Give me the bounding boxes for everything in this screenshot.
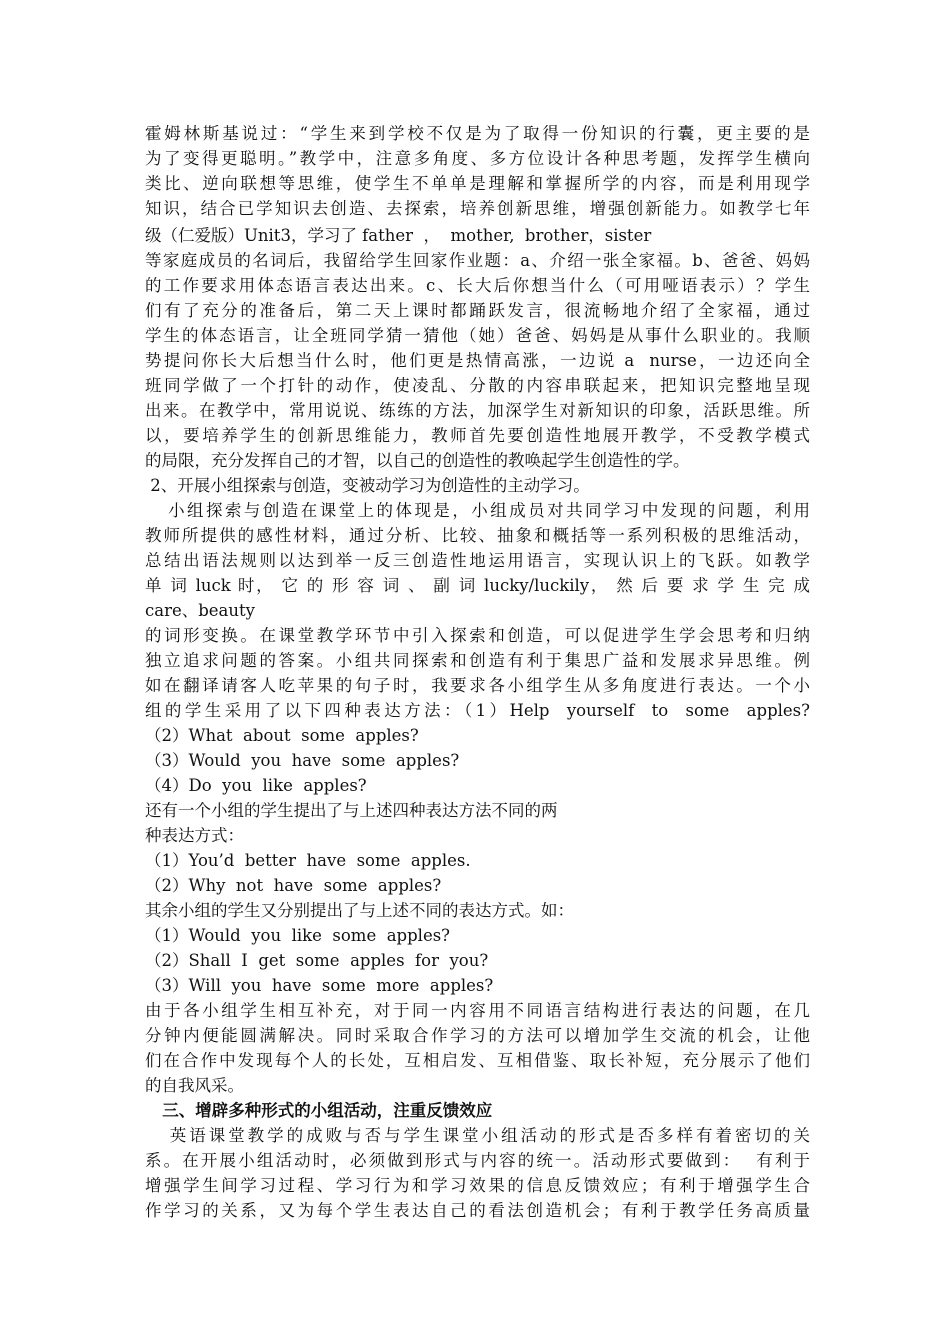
text-line: 还有一个小组的学生提出了与上述四种表达方法不同的两 [145,801,558,820]
text-line: care、beauty [145,601,255,620]
text-line: 教师所提供的感性材料，通过分析、比较、抽象和概括等一系列积极的思维活动， [145,526,810,545]
section-heading-3: 三、增辟多种形式的小组活动，注重反馈效应 [145,1101,493,1120]
text-line: 由于各小组学生相互补充，对于同一内容用不同语言结构进行表达的问题，在几 [145,1001,810,1020]
text-line: （2）Shall I get some apples for you? [145,951,489,970]
text-line: 以，要培养学生的创新思维能力，教师首先要创造性地展开教学，不受教学模式 [145,426,810,445]
text-line: 的词形变换。在课堂教学环节中引入探索和创造，可以促进学生学会思考和归纳 [145,626,810,645]
text-line: 独立追求问题的答案。小组共同探索和创造有利于集思广益和发展求异思维。例 [145,651,810,670]
text-line: 英语课堂教学的成败与否与学生课堂小组活动的形式是否多样有着密切的关 [145,1126,810,1145]
text-line: 的自我风采。 [145,1076,244,1095]
text-line: 如在翻译请客人吃苹果的句子时，我要求各小组学生从多角度进行表达。一个小 [145,676,810,695]
text-line: （2）What about some apples? [145,726,419,745]
text-line: （1）You’d better have some apples. [145,851,471,870]
text-line: 们在合作中发现每个人的长处，互相启发、互相借鉴、取长补短，充分展示了他们 [145,1051,810,1070]
text-line: 为了变得更聪明。”教学中，注意多角度、多方位设计各种思考题，发挥学生横向 [145,149,810,168]
text-line: 霍姆林斯基说过：“学生来到学校不仅是为了取得一份知识的行囊，更主要的是 [145,124,810,143]
text-line: 系。在开展小组活动时，必须做到形式与内容的统一。活动形式要做到： 有利于 [145,1151,810,1170]
text-line: 总结出语法规则以达到举一反三创造性地运用语言，实现认识上的飞跃。如教学 [145,551,810,570]
text-line: 组的学生采用了以下四种表达方法：（1）Help yourself to some apples? [145,701,810,720]
text-line: 增强学生间学习过程、学习行为和学习效果的信息反馈效应；有利于增强学生合 [145,1176,810,1195]
text-line: 班同学做了一个打针的动作，使凌乱、分散的内容串联起来，把知识完整地呈现 [145,376,810,395]
text-line: 级（仁爱版）Unit3，学习了 father ， mother, brother，sister [145,226,652,245]
text-line: 知识，结合已学知识去创造、去探索，培养创新思维，增强创新能力。如教学七年 [145,199,810,218]
text-line: （3）Would you have some apples? [145,751,460,770]
text-line: 分钟内便能圆满解决。同时采取合作学习的方法可以增加学生交流的机会，让他 [145,1026,810,1045]
text-line: 的局限，充分发挥自己的才智，以自己的创造性的教唤起学生创造性的学。 [145,451,690,470]
text-line: 学生的体态语言，让全班同学猜一猜他（她）爸爸、妈妈是从事什么职业的。我顺 [145,326,810,345]
text-line: 其余小组的学生又分别提出了与上述不同的表达方式。如： [145,901,574,920]
text-line: （1）Would you like some apples? [145,926,451,945]
section-heading-2: 2、开展小组探索与创造，变被动学习为创造性的主动学习。 [145,476,590,495]
text-line: 小组探索与创造在课堂上的体现是，小组成员对共同学习中发现的问题，利用 [145,501,810,520]
text-line: （4）Do you like apples? [145,776,367,795]
text-line: 出来。在教学中，常用说说、练练的方法，加深学生对新知识的印象，活跃思维。所 [145,401,810,420]
text-line: 种表达方式： [145,826,244,845]
text-line: 的工作要求用体态语言表达出来。c、长大后你想当什么（可用哑语表示）？学生 [145,276,810,295]
text-line: 类比、逆向联想等思维，使学生不单单是理解和掌握所学的内容，而是利用现学 [145,174,810,193]
text-line: （2）Why not have some apples? [145,876,442,895]
text-line: 等家庭成员的名词后，我留给学生回家作业题：a、介绍一张全家福。b、爸爸、妈妈 [145,251,810,270]
text-line: 势提问你长大后想当什么时，他们更是热情高涨，一边说 a nurse，一边还向全 [145,351,810,370]
text-line: 们有了充分的准备后，第二天上课时都踊跃发言，很流畅地介绍了全家福，通过 [145,301,810,320]
text-line: 单 词 luck 时， 它 的 形 容 词 、 副 词 lucky/luckily， 然 后 要 求 学 生 完 成 [145,576,810,595]
text-line: （3）Will you have some more apples? [145,976,494,995]
text-line: 作学习的关系，又为每个学生表达自己的看法创造机会；有利于教学任务高质量 [145,1201,810,1220]
